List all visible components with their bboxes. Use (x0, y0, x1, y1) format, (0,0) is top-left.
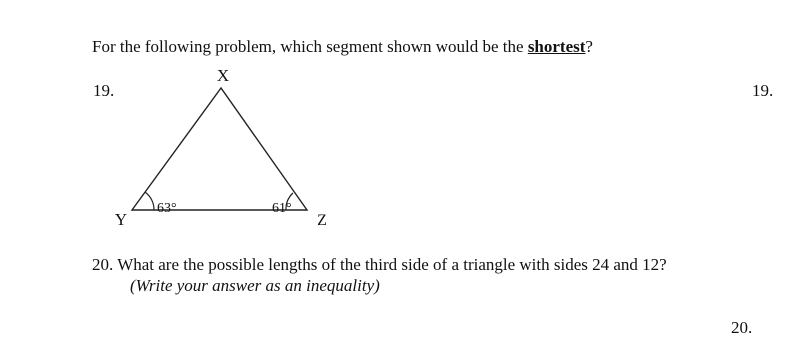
question-19-number: 19. (93, 81, 115, 100)
angle-y-arc (145, 192, 154, 210)
instructions-suffix: ? (585, 37, 593, 56)
question-20-text: 20. What are the possible lengths of the third side of a triangle with sides 24 and 12? (92, 255, 667, 274)
angle-y-label: 63° (157, 201, 177, 216)
triangle-xyz (132, 88, 307, 210)
vertex-x-label: X (216, 66, 230, 85)
question-20-hint: (Write your answer as an inequality) (130, 276, 380, 295)
vertex-z-label: Z (317, 212, 327, 229)
instructions-emphasis: shortest (527, 37, 586, 56)
vertex-y-label: Y (114, 210, 128, 229)
instructions-prefix: For the following problem, which segment shown would be the (92, 37, 524, 56)
angle-z-label: 61° (272, 201, 292, 216)
question-20-answer-number: 20. (731, 318, 753, 337)
question-19-answer-number: 19. (752, 81, 774, 100)
problem-instructions (92, 38, 593, 55)
triangle-diagram (110, 62, 340, 237)
